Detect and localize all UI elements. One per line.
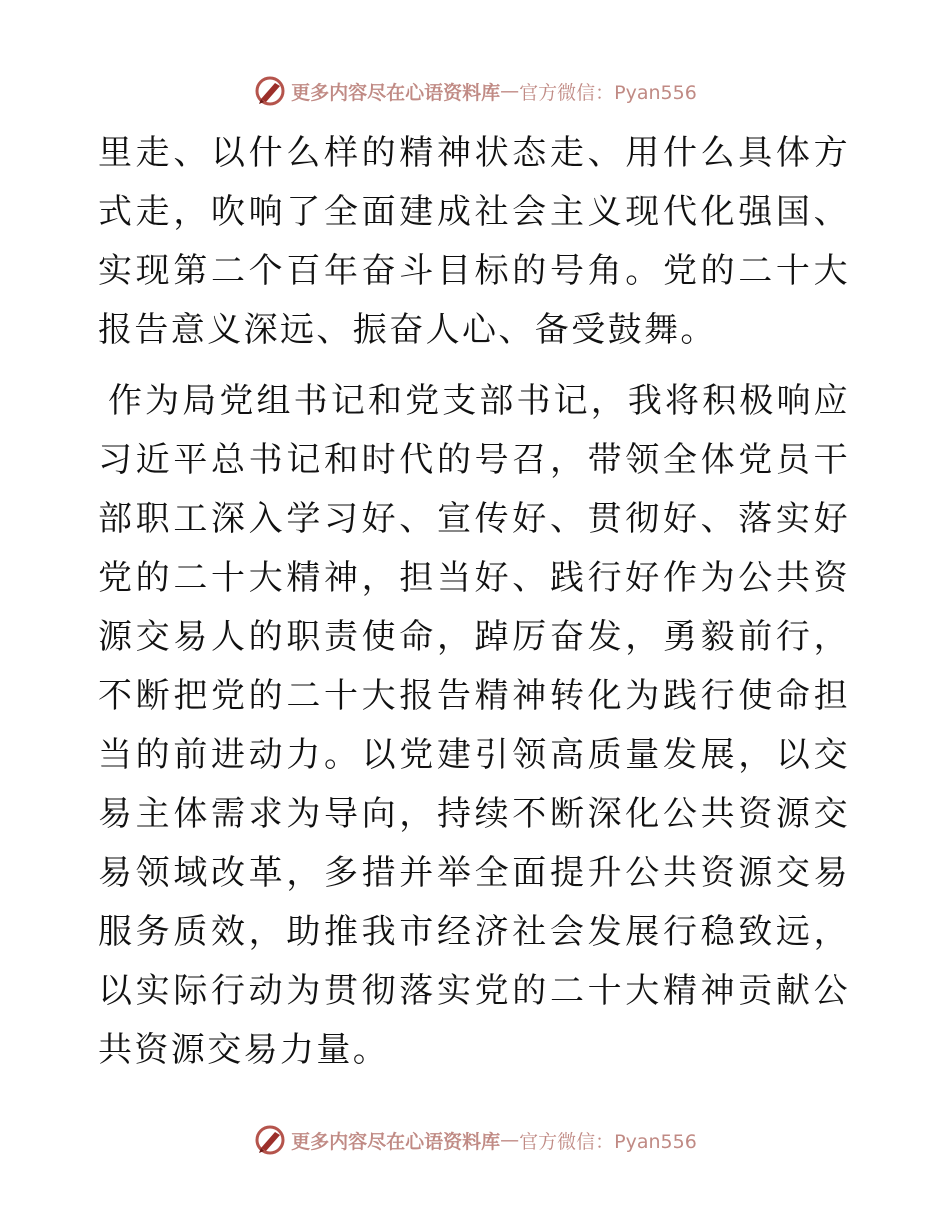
- header-watermark: [0, 71, 950, 111]
- pen-logo-icon: [253, 1123, 287, 1157]
- paragraph-1: 里走、以什么样的精神状态走、用什么具体方式走，吹响了全面建成社会主义现代化强国、实现第二个百年奋斗目标的号角。党的二十大报告意义深远、振奋人心、备受鼓舞。: [98, 133, 850, 350]
- watermark-site-text: 更多内容尽在心语资料库: [291, 1130, 501, 1153]
- pen-logo-icon: [253, 74, 287, 108]
- footer-watermark: [0, 1120, 950, 1160]
- watermark-separator: —: [500, 1129, 520, 1151]
- watermark-wechat-text: 官方微信：Pyan556: [519, 81, 697, 104]
- watermark-separator: —: [500, 80, 520, 102]
- watermark-site-text: 更多内容尽在心语资料库: [291, 81, 501, 104]
- paragraph-2: 作为局党组书记和党支部书记，我将积极响应习近平总书记和时代的号召，带领全体党员干部职工深入学习好、宣传好、贯彻好、落实好党的二十大精神，担当好、践行好作为公共资源交易人的职责使命，踔厉奋发，勇毅前行，不断把党的二十大报告精神转化为践行使命担当的前进动力。以党建引领高质量发展，以交易主体需求为导向，持续不断深化公共资源交易领域改革，多措并举全面提升公共资源交易服务质效，助推我市经济社会发展行稳致远，以实际行动为贯彻落实党的二十大精神贡献公共资源交易力量。: [98, 381, 850, 1070]
- watermark-wechat-text: 官方微信：Pyan556: [519, 1130, 697, 1153]
- document-body: [98, 124, 850, 1080]
